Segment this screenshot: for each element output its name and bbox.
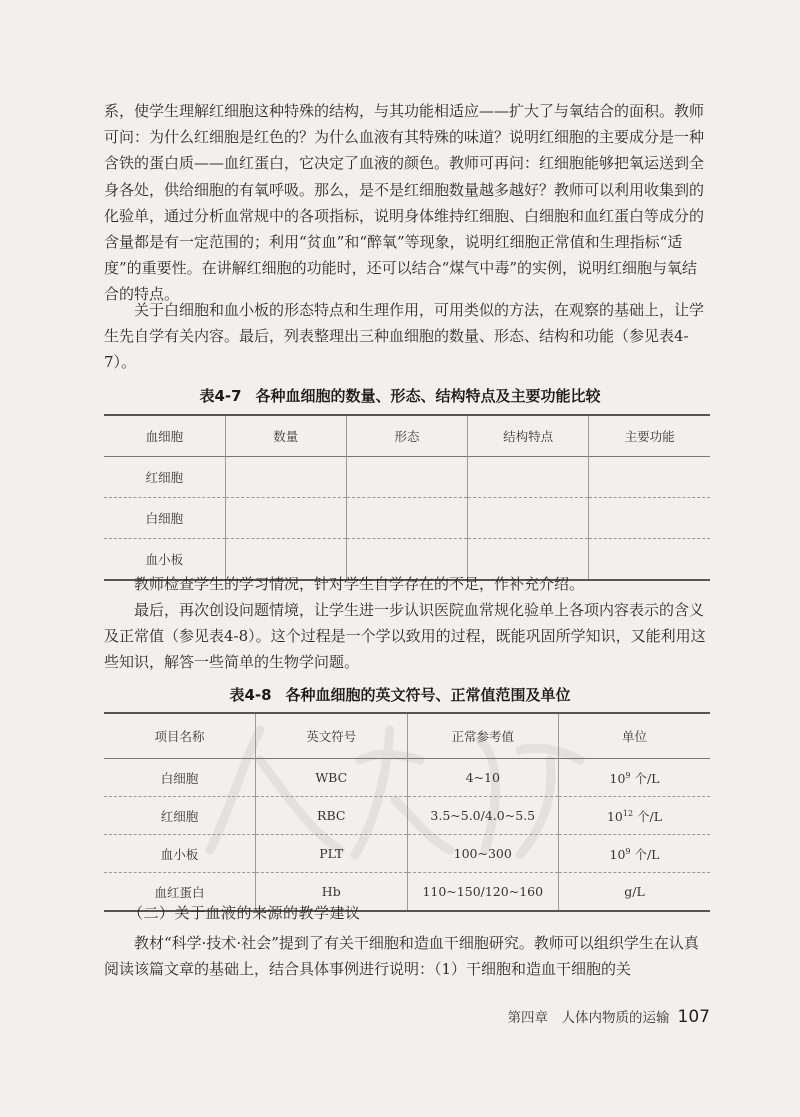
table-4-8-caption [0, 684, 800, 705]
column-header: 主要功能 [589, 415, 710, 457]
row-label: 白细胞 [160, 770, 199, 786]
table-header-row [104, 415, 710, 457]
range-cell: 4~10 [407, 759, 559, 797]
chapter-title: 第四章 人体内物质的运输 [507, 1010, 670, 1026]
page-footer [508, 1006, 710, 1027]
table-4-8-title: 各种血细胞的英文符号、正常值范围及单位 [285, 686, 571, 704]
paragraph-white-cells-platelets: 关于白细胞和血小板的形态特点和生理作用，可用类似的方法，在观察的基础上，让学生先自学有关内容。最后，列表整理出三种血细胞的数量、形态、结构和功能（参见表4-7）。 [104, 301, 705, 372]
unit-cell: $10^{12}$ 个/L [559, 797, 711, 835]
table-cell [225, 457, 346, 498]
table-row [104, 835, 710, 873]
row-label: 红细胞 [160, 808, 199, 824]
table-cell [468, 498, 589, 539]
table-cell [346, 457, 467, 498]
column-header: 结构特点 [468, 415, 589, 457]
table-4-7-number: 表4-7 [199, 387, 242, 405]
table-header-row [104, 713, 710, 759]
table-4-7-title: 各种血细胞的数量、形态、结构特点及主要功能比较 [255, 387, 601, 405]
row-label: 血小板 [145, 552, 184, 567]
table-cell [346, 498, 467, 539]
section-subheading: （二）关于血液的来源的教学建议 [128, 904, 361, 922]
symbol-cell: WBC [256, 759, 408, 797]
table-row [104, 457, 710, 498]
table-cell [468, 457, 589, 498]
row-label: 白细胞 [145, 511, 184, 526]
paragraph-problem-situation: 最后，再次创设问题情境，让学生进一步认识医院血常规化验单上各项内容表示的含义及正常值（参见表4-8）。这个过程是一个学以致用的过程，既能巩固所学知识，又能利用这些知识，解答一些简单的生物学问题。 [104, 601, 706, 672]
column-header: 血细胞 [145, 429, 184, 444]
table-4-8-number: 表4-8 [229, 686, 272, 704]
table-row [104, 498, 710, 539]
paragraph-stem-cells: 教材“科学·技术·社会”提到了有关干细胞和造血干细胞研究。教师可以组织学生在认真阅读该篇文章的基础上，结合具体事例进行说明：（1）干细胞和造血干细胞的关 [104, 934, 699, 979]
table-row [104, 797, 710, 835]
table-cell [225, 498, 346, 539]
column-header: 正常参考值 [407, 713, 559, 759]
range-cell: 100~300 [407, 835, 559, 873]
symbol-cell: Hb [256, 873, 408, 912]
table-4-7-caption [0, 385, 800, 406]
row-label: 血小板 [160, 846, 199, 862]
paragraph-red-cell-structure: 系，使学生理解红细胞这种特殊的结构，与其功能相适应——扩大了与氧结合的面积。教师可问：为什么红细胞是红色的？为什么血液有其特殊的味道？说明红细胞的主要成分是一种含铁的蛋白质——血红蛋白，它决定了血液的颜色。教师可再问：红细胞能够把氧运送到全身各处，供给细胞的有氧呼吸。那么，是不是红细胞数量越多越好？教师可以利用收集到的化验单，通过分析血常规中的各项指标，说明身体维持红细胞、白细胞和血红蛋白等成分的含量都是有一定范围的；利用“贫血”和“醉氧”等现象，说明红细胞正常值和生理指标“适度”的重要性。在讲解红细胞的功能时，还可以结合“煤气中毒”的实例，说明红细胞与氧结合的特点。 [104, 102, 705, 304]
column-header: 形态 [346, 415, 467, 457]
row-label: 红细胞 [145, 470, 184, 485]
symbol-cell: RBC [256, 797, 408, 835]
row-label: 血红蛋白 [154, 884, 205, 900]
column-header: 项目名称 [154, 729, 205, 744]
paragraph-teacher-check: 教师检查学生的学习情况，针对学生自学存在的不足，作补充介绍。 [134, 575, 585, 593]
page-number: 107 [677, 1007, 710, 1027]
unit-cell: g/L [559, 873, 711, 912]
table-4-8 [104, 712, 710, 912]
symbol-cell: PLT [256, 835, 408, 873]
unit-cell: $10^9$ 个/L [559, 759, 711, 797]
table-cell [589, 457, 710, 498]
range-cell: 3.5~5.0/4.0~5.5 [407, 797, 559, 835]
range-cell: 110~150/120~160 [407, 873, 559, 912]
table-4-7 [104, 414, 710, 581]
column-header: 英文符号 [256, 713, 408, 759]
table-cell [589, 498, 710, 539]
table-row [104, 759, 710, 797]
column-header: 数量 [225, 415, 346, 457]
unit-cell: $10^9$ 个/L [559, 835, 711, 873]
column-header: 单位 [559, 713, 711, 759]
